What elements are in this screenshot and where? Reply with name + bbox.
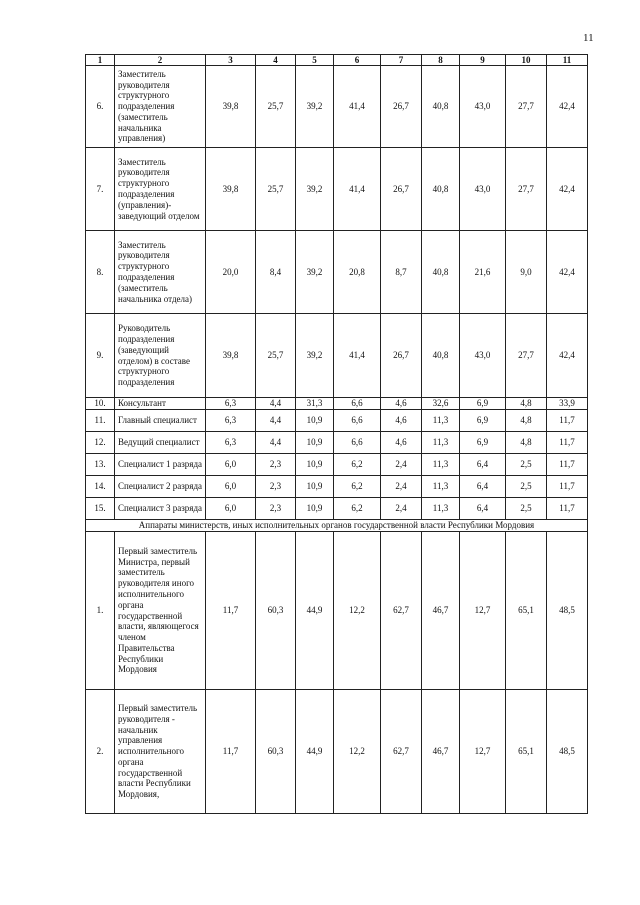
position-name-cell: Специалист 2 разряда xyxy=(115,476,206,498)
value-cell: 65,1 xyxy=(506,532,547,690)
value-cell: 10,9 xyxy=(296,476,334,498)
value-cell: 6,0 xyxy=(206,498,256,520)
value-cell: 2,3 xyxy=(256,476,296,498)
value-cell: 25,7 xyxy=(256,66,296,148)
value-cell: 60,3 xyxy=(256,690,296,814)
value-cell: 42,4 xyxy=(547,148,588,231)
value-cell: 6,9 xyxy=(460,410,506,432)
value-cell: 39,8 xyxy=(206,314,256,398)
position-name-cell: Заместитель руководителя структурного подразделения (заместитель начальника отдела) xyxy=(115,231,206,314)
value-cell: 42,4 xyxy=(547,231,588,314)
value-cell: 6,9 xyxy=(460,432,506,454)
value-cell: 2,4 xyxy=(381,476,422,498)
value-cell: 27,7 xyxy=(506,66,547,148)
value-cell: 26,7 xyxy=(381,148,422,231)
value-cell: 26,7 xyxy=(381,314,422,398)
page-number: 11 xyxy=(583,32,594,44)
table-row xyxy=(86,410,588,432)
table-row xyxy=(86,690,588,814)
value-cell: 39,2 xyxy=(296,314,334,398)
position-name-cell: Первый заместитель Министра, первый заместитель руководителя иного исполнительного органа государственной власти, являющегося членом Правительства Республики Мордовия xyxy=(115,532,206,690)
value-cell: 8,4 xyxy=(256,231,296,314)
value-cell: 6,4 xyxy=(460,498,506,520)
table-row xyxy=(86,398,588,410)
header-row xyxy=(86,55,588,66)
value-cell: 39,2 xyxy=(296,148,334,231)
row-number-cell: 8. xyxy=(86,231,115,314)
value-cell: 2,3 xyxy=(256,498,296,520)
table-row xyxy=(86,532,588,690)
value-cell: 11,7 xyxy=(206,690,256,814)
value-cell: 11,7 xyxy=(206,532,256,690)
value-cell: 4,4 xyxy=(256,432,296,454)
value-cell: 6,2 xyxy=(334,454,381,476)
table-row xyxy=(86,314,588,398)
value-cell: 41,4 xyxy=(334,314,381,398)
value-cell: 11,3 xyxy=(422,454,460,476)
value-cell: 40,8 xyxy=(422,231,460,314)
value-cell: 39,2 xyxy=(296,231,334,314)
value-cell: 33,9 xyxy=(547,398,588,410)
value-cell: 39,8 xyxy=(206,148,256,231)
row-number-cell: 2. xyxy=(86,690,115,814)
value-cell: 39,2 xyxy=(296,66,334,148)
column-header: 8 xyxy=(422,55,460,66)
value-cell: 4,8 xyxy=(506,410,547,432)
value-cell: 65,1 xyxy=(506,690,547,814)
row-number-cell: 9. xyxy=(86,314,115,398)
value-cell: 12,7 xyxy=(460,690,506,814)
value-cell: 41,4 xyxy=(334,148,381,231)
section-title: Аппараты министерств, иных исполнительных органов государственной власти Республики Мордовия xyxy=(86,520,588,532)
value-cell: 25,7 xyxy=(256,148,296,231)
value-cell: 32,6 xyxy=(422,398,460,410)
value-cell: 10,9 xyxy=(296,432,334,454)
value-cell: 6,0 xyxy=(206,476,256,498)
value-cell: 10,9 xyxy=(296,454,334,476)
position-name-cell: Консультант xyxy=(115,398,206,410)
value-cell: 6,9 xyxy=(460,398,506,410)
value-cell: 27,7 xyxy=(506,148,547,231)
value-cell: 46,7 xyxy=(422,690,460,814)
value-cell: 6,3 xyxy=(206,398,256,410)
value-cell: 6,6 xyxy=(334,410,381,432)
value-cell: 6,4 xyxy=(460,454,506,476)
value-cell: 11,7 xyxy=(547,476,588,498)
value-cell: 20,0 xyxy=(206,231,256,314)
value-cell: 2,5 xyxy=(506,454,547,476)
value-cell: 40,8 xyxy=(422,314,460,398)
position-name-cell: Руководитель подразделения (заведующий отделом) в составе структурного подразделения xyxy=(115,314,206,398)
row-number-cell: 10. xyxy=(86,398,115,410)
row-number-cell: 12. xyxy=(86,432,115,454)
value-cell: 40,8 xyxy=(422,148,460,231)
row-number-cell: 13. xyxy=(86,454,115,476)
table-row xyxy=(86,498,588,520)
table-row xyxy=(86,432,588,454)
column-header: 10 xyxy=(506,55,547,66)
value-cell: 6,4 xyxy=(460,476,506,498)
value-cell: 2,3 xyxy=(256,454,296,476)
value-cell: 8,7 xyxy=(381,231,422,314)
value-cell: 9,0 xyxy=(506,231,547,314)
value-cell: 12,2 xyxy=(334,532,381,690)
value-cell: 48,5 xyxy=(547,532,588,690)
column-header: 6 xyxy=(334,55,381,66)
value-cell: 26,7 xyxy=(381,66,422,148)
column-header: 3 xyxy=(206,55,256,66)
value-cell: 46,7 xyxy=(422,532,460,690)
value-cell: 43,0 xyxy=(460,148,506,231)
row-number-cell: 11. xyxy=(86,410,115,432)
row-number-cell: 7. xyxy=(86,148,115,231)
position-name-cell: Главный специалист xyxy=(115,410,206,432)
value-cell: 27,7 xyxy=(506,314,547,398)
value-cell: 62,7 xyxy=(381,532,422,690)
value-cell: 11,7 xyxy=(547,454,588,476)
value-cell: 6,3 xyxy=(206,410,256,432)
table-row xyxy=(86,66,588,148)
table-row xyxy=(86,148,588,231)
value-cell: 11,3 xyxy=(422,410,460,432)
value-cell: 2,4 xyxy=(381,454,422,476)
value-cell: 4,8 xyxy=(506,432,547,454)
value-cell: 12,7 xyxy=(460,532,506,690)
value-cell: 4,4 xyxy=(256,398,296,410)
value-cell: 42,4 xyxy=(547,66,588,148)
column-header: 1 xyxy=(86,55,115,66)
table-body xyxy=(86,55,588,814)
table-row xyxy=(86,231,588,314)
value-cell: 4,6 xyxy=(381,410,422,432)
value-cell: 20,8 xyxy=(334,231,381,314)
position-name-cell: Специалист 3 разряда xyxy=(115,498,206,520)
column-header: 2 xyxy=(115,55,206,66)
value-cell: 6,2 xyxy=(334,476,381,498)
value-cell: 39,8 xyxy=(206,66,256,148)
value-cell: 4,4 xyxy=(256,410,296,432)
value-cell: 4,8 xyxy=(506,398,547,410)
value-cell: 21,6 xyxy=(460,231,506,314)
column-header: 4 xyxy=(256,55,296,66)
column-header: 11 xyxy=(547,55,588,66)
value-cell: 6,6 xyxy=(334,432,381,454)
value-cell: 44,9 xyxy=(296,690,334,814)
value-cell: 11,3 xyxy=(422,498,460,520)
value-cell: 40,8 xyxy=(422,66,460,148)
value-cell: 62,7 xyxy=(381,690,422,814)
value-cell: 4,6 xyxy=(381,432,422,454)
table-row xyxy=(86,454,588,476)
row-number-cell: 15. xyxy=(86,498,115,520)
column-header: 7 xyxy=(381,55,422,66)
value-cell: 6,0 xyxy=(206,454,256,476)
value-cell: 60,3 xyxy=(256,532,296,690)
value-cell: 2,4 xyxy=(381,498,422,520)
value-cell: 48,5 xyxy=(547,690,588,814)
value-cell: 11,3 xyxy=(422,476,460,498)
salary-coefficients-table xyxy=(85,54,588,814)
value-cell: 43,0 xyxy=(460,66,506,148)
value-cell: 12,2 xyxy=(334,690,381,814)
position-name-cell: Заместитель руководителя структурного подразделения (заместитель начальника управления) xyxy=(115,66,206,148)
value-cell: 11,7 xyxy=(547,432,588,454)
position-name-cell: Ведущий специалист xyxy=(115,432,206,454)
row-number-cell: 1. xyxy=(86,532,115,690)
value-cell: 6,3 xyxy=(206,432,256,454)
value-cell: 10,9 xyxy=(296,498,334,520)
position-name-cell: Специалист 1 разряда xyxy=(115,454,206,476)
value-cell: 6,2 xyxy=(334,498,381,520)
row-number-cell: 14. xyxy=(86,476,115,498)
position-name-cell: Первый заместитель руководителя - начальник управления исполнительного органа государственной власти Республики Мордовия, xyxy=(115,690,206,814)
value-cell: 25,7 xyxy=(256,314,296,398)
table-row xyxy=(86,476,588,498)
value-cell: 2,5 xyxy=(506,498,547,520)
value-cell: 43,0 xyxy=(460,314,506,398)
value-cell: 11,7 xyxy=(547,498,588,520)
section-row xyxy=(86,520,588,532)
row-number-cell: 6. xyxy=(86,66,115,148)
value-cell: 11,7 xyxy=(547,410,588,432)
column-header: 9 xyxy=(460,55,506,66)
value-cell: 2,5 xyxy=(506,476,547,498)
value-cell: 42,4 xyxy=(547,314,588,398)
value-cell: 6,6 xyxy=(334,398,381,410)
value-cell: 41,4 xyxy=(334,66,381,148)
value-cell: 31,3 xyxy=(296,398,334,410)
value-cell: 11,3 xyxy=(422,432,460,454)
value-cell: 44,9 xyxy=(296,532,334,690)
column-header: 5 xyxy=(296,55,334,66)
value-cell: 10,9 xyxy=(296,410,334,432)
position-name-cell: Заместитель руководителя структурного подразделения (управления)-заведующий отделом xyxy=(115,148,206,231)
value-cell: 4,6 xyxy=(381,398,422,410)
